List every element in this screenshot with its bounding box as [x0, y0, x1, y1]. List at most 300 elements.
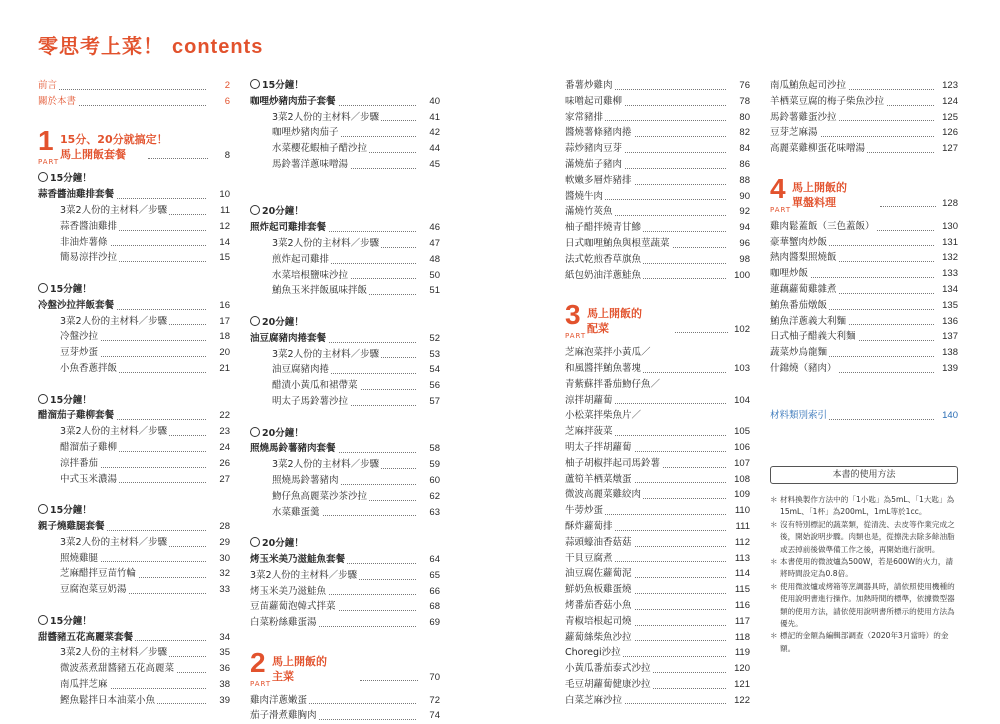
page-number: 40 [427, 94, 440, 110]
page-number: 45 [427, 157, 440, 173]
entry-title: 滿燒竹莢魚 [565, 206, 613, 218]
toc-entry[interactable] [38, 677, 230, 693]
entry-title: 照炸起司雞排套餐 [250, 222, 327, 234]
toc-entry[interactable] [250, 708, 440, 724]
toc-entry[interactable] [565, 377, 750, 393]
toc-entry[interactable] [38, 630, 230, 646]
toc-column-1 [38, 78, 230, 708]
entry-title: 簡易涼拌沙拉 [38, 252, 119, 263]
toc-entry[interactable] [565, 519, 750, 535]
entry-title: 法式乾煎香草旗魚 [565, 253, 642, 265]
part-label: PART [770, 205, 792, 214]
toc-entry[interactable] [250, 94, 440, 110]
page-number: 139 [940, 361, 958, 377]
entry-title: 青紫蘇拌番茄魩仔魚／ [565, 378, 661, 390]
page-number: 102 [734, 324, 750, 336]
page-number: 100 [732, 268, 750, 284]
entry-title: 烤玉米美乃滋鮭魚 [250, 585, 327, 597]
dot-leader [675, 332, 728, 333]
toc-entry[interactable] [250, 268, 440, 284]
timer-heading [38, 393, 230, 409]
toc-entry[interactable] [565, 220, 750, 236]
page-number: 82 [737, 125, 750, 141]
page-number: 60 [427, 473, 440, 489]
toc-entry[interactable] [770, 361, 958, 377]
entry-title: 醋溜茄子雞柳套餐 [38, 410, 115, 422]
entry-title: 明太子拌胡蘿蔔 [565, 441, 632, 453]
toc-entry[interactable] [38, 693, 230, 709]
timer-heading [38, 282, 230, 298]
entry-title: 非油炸薯條 [38, 237, 110, 248]
part-number: 3 [565, 299, 581, 331]
toc-entry[interactable] [565, 236, 750, 252]
toc-entry[interactable] [770, 314, 958, 330]
toc-entry[interactable] [250, 599, 440, 615]
page-number: 113 [733, 551, 750, 567]
toc-entry[interactable] [565, 345, 750, 361]
toc-column-4 [770, 78, 958, 424]
page-number: 33 [217, 582, 230, 598]
page-number: 68 [427, 599, 440, 615]
page-number: 128 [942, 197, 958, 209]
page-number: 98 [737, 252, 750, 268]
page-number: 39 [217, 693, 230, 709]
entry-title: 3菜2人份的主材料／步驟 [38, 647, 169, 658]
dot-leader [38, 89, 206, 90]
page-number: 124 [940, 94, 958, 110]
entry-title: 白菜粉絲雞蛋湯 [250, 617, 317, 629]
toc-entry[interactable] [565, 252, 750, 268]
toc-entry[interactable] [38, 345, 230, 361]
entry-title: 煎炸起司雞排 [250, 254, 331, 265]
page-number: 133 [940, 266, 958, 282]
page-number: 12 [217, 219, 230, 235]
spacer [565, 283, 750, 299]
entry-title: 3菜2人份的主材料／步驟 [250, 112, 381, 123]
toc-entry[interactable] [38, 456, 230, 472]
toc-entry[interactable] [770, 78, 958, 94]
page-number: 90 [737, 189, 750, 205]
entry-title: 3菜2人份的主材料／步驟 [38, 537, 169, 548]
toc-entry[interactable] [770, 266, 958, 282]
toc-entry[interactable] [38, 472, 230, 488]
page-number: 62 [427, 489, 440, 505]
page-number: 136 [940, 314, 958, 330]
entry-title: 羊栖菜豆腐的梅子柴魚沙拉 [770, 95, 885, 107]
entry-title: 日式咖哩鮪魚與根莖蔬菜 [565, 237, 670, 249]
part-title-line2: 配菜 [587, 322, 609, 336]
toc-entry[interactable] [565, 189, 750, 205]
toc-entry[interactable] [565, 551, 750, 567]
usage-note: ＊ 沒有特別標記的蔬菜類，從清洗、去皮等作業完成之後，開始說明步驟。肉類也是，從擦洗去除多餘油脂或丟掉前後做準備工作之後，再開始進行說明。 [770, 519, 955, 554]
toc-entry[interactable] [38, 645, 230, 661]
entry-title: 15分鐘！ [38, 505, 94, 516]
toc-entry[interactable] [250, 489, 440, 505]
toc-entry[interactable] [250, 473, 440, 489]
toc-entry[interactable] [770, 94, 958, 110]
usage-box-title: 本書的使用方法 [770, 466, 958, 484]
toc-entry[interactable] [565, 677, 750, 693]
entry-title: 豆苗蘿蔔泡韓式拌菜 [250, 601, 336, 613]
toc-entry[interactable] [38, 424, 230, 440]
timer-heading [38, 614, 230, 630]
toc-entry[interactable] [565, 408, 750, 424]
page-number: 118 [733, 630, 750, 646]
page-number: 56 [427, 378, 440, 394]
usage-notes [770, 494, 960, 655]
toc-entry[interactable] [250, 552, 440, 568]
entry-title: 咖哩炒豬肉茄子套餐 [250, 95, 336, 107]
entry-title: 蔬菜炒烏龍麵 [770, 347, 828, 359]
dot-leader [880, 206, 936, 207]
toc-entry[interactable] [565, 94, 750, 110]
clock-icon [38, 615, 48, 625]
part-heading[interactable] [250, 647, 440, 693]
toc-entry[interactable] [565, 535, 750, 551]
toc-entry[interactable] [38, 250, 230, 266]
page-number: 17 [217, 314, 230, 330]
title-cn: 零思考上菜！ [38, 34, 164, 58]
page-number: 22 [217, 408, 230, 424]
spacer [250, 520, 440, 536]
entry-title: 關於本書 [38, 95, 77, 107]
toc-entry[interactable] [565, 173, 750, 189]
toc-entry[interactable] [565, 361, 750, 377]
toc-entry[interactable] [250, 362, 440, 378]
toc-entry[interactable] [565, 268, 750, 284]
entry-title: 照燒馬鈴薯豬肉套餐 [250, 443, 336, 455]
toc-entry[interactable] [38, 551, 230, 567]
toc-entry[interactable] [565, 614, 750, 630]
toc-entry[interactable] [770, 408, 958, 424]
entry-title: 20分鐘！ [250, 206, 306, 217]
entry-title: 20分鐘！ [250, 538, 306, 549]
page-number: 112 [733, 535, 750, 551]
toc-entry[interactable] [250, 394, 440, 410]
page-number: 119 [733, 645, 750, 661]
toc-entry[interactable] [38, 519, 230, 535]
toc-entry[interactable] [565, 582, 750, 598]
toc-entry[interactable] [250, 693, 440, 709]
toc-entry[interactable] [38, 219, 230, 235]
timer-heading [250, 315, 440, 331]
toc-entry[interactable] [565, 125, 750, 141]
toc-entry[interactable] [770, 110, 958, 126]
usage-note: ＊ 本書使用的微波爐為500W，若是600W的火力，請將時間設定為0.8倍。 [770, 557, 954, 579]
toc-entry[interactable] [38, 566, 230, 582]
toc-entry[interactable] [565, 393, 750, 409]
page-number: 14 [217, 235, 230, 251]
entry-title: 中式玉米濃湯 [38, 474, 119, 485]
clock-icon [38, 172, 48, 182]
entry-title: 蘆筍羊栖菜燉蛋 [565, 473, 632, 485]
toc-entry[interactable] [565, 503, 750, 519]
page-number: 84 [737, 141, 750, 157]
toc-entry[interactable] [770, 298, 958, 314]
entry-title: 涼拌胡蘿蔔 [565, 394, 613, 406]
page-number: 28 [217, 519, 230, 535]
toc-entry[interactable] [565, 472, 750, 488]
entry-title: 牛蒡炒蛋 [565, 505, 604, 517]
toc-entry[interactable] [250, 615, 440, 631]
entry-title: 照燒馬鈴薯豬肉 [250, 475, 341, 486]
toc-entry[interactable] [770, 329, 958, 345]
toc-entry[interactable] [565, 110, 750, 126]
page-number: 140 [940, 408, 958, 424]
page-number: 65 [427, 568, 440, 584]
toc-entry[interactable] [38, 298, 230, 314]
toc-entry[interactable] [565, 157, 750, 173]
entry-title: 3菜2人份的主材料／步驟 [38, 205, 169, 216]
toc-entry[interactable] [565, 487, 750, 503]
spacer [38, 598, 230, 614]
toc-entry[interactable] [38, 187, 230, 203]
entry-title: 馬鈴薯洋蔥味噌湯 [250, 159, 350, 170]
toc-entry[interactable] [250, 441, 440, 457]
toc-entry[interactable] [770, 250, 958, 266]
toc-entry[interactable] [250, 125, 440, 141]
toc-entry[interactable] [565, 630, 750, 646]
part-number: 2 [250, 646, 266, 678]
toc-entry[interactable] [250, 378, 440, 394]
page-number: 54 [427, 362, 440, 378]
toc-entry[interactable] [770, 141, 958, 157]
entry-title: 油豆腐佐蘿蔔泥 [565, 568, 632, 580]
page-number: 92 [737, 204, 750, 220]
toc-entry[interactable] [38, 203, 230, 219]
entry-title: 3菜2人份的主材料／步驟 [250, 349, 381, 360]
clock-icon [250, 316, 260, 326]
entry-title: 15分鐘！ [250, 80, 306, 91]
page-number: 6 [223, 94, 230, 110]
entry-title: 蒜香醬油雞排 [38, 221, 119, 232]
page-number: 11 [218, 203, 230, 219]
part-title-line1: 馬上開飯的 [792, 180, 847, 194]
spacer [38, 487, 230, 503]
toc-entry[interactable] [565, 204, 750, 220]
toc-entry[interactable] [565, 78, 750, 94]
page-number: 30 [217, 551, 230, 567]
page-number: 108 [732, 472, 750, 488]
page-number: 50 [427, 268, 440, 284]
toc-entry[interactable] [565, 661, 750, 677]
entry-title: 蓮藕蘿蔔雞雜煮 [770, 283, 837, 295]
page-number: 126 [940, 125, 958, 141]
entry-title: 3菜2人份的主材料／步驟 [38, 426, 169, 437]
page-number: 120 [732, 661, 750, 677]
entry-title: 白菜芝麻沙拉 [565, 694, 623, 706]
timer-heading [250, 426, 440, 442]
entry-title: 微波高麗菜雞絞肉 [565, 489, 642, 501]
toc-entry[interactable] [565, 693, 750, 709]
toc-entry[interactable] [250, 457, 440, 473]
page-number: 130 [940, 219, 958, 235]
toc-entry[interactable] [250, 584, 440, 600]
page-number: 88 [737, 173, 750, 189]
page-number: 18 [217, 329, 230, 345]
toc-entry[interactable] [38, 535, 230, 551]
entry-title: 3菜2人份的主材料／步驟 [38, 316, 169, 327]
page-number: 107 [732, 456, 750, 472]
clock-icon [250, 537, 260, 547]
page-number: 47 [427, 236, 440, 252]
timer-heading [38, 503, 230, 519]
toc-entry[interactable] [38, 408, 230, 424]
toc-entry[interactable] [565, 456, 750, 472]
toc-entry[interactable] [770, 125, 958, 141]
entry-title: 15分鐘！ [38, 173, 94, 184]
part-title-line1: 15分、20分就搞定！ [60, 133, 168, 147]
page-number: 35 [217, 645, 230, 661]
part-number: 4 [770, 172, 786, 204]
page-number: 42 [427, 125, 440, 141]
toc-entry[interactable] [250, 331, 440, 347]
timer-heading [250, 204, 440, 220]
toc-entry[interactable] [565, 566, 750, 582]
spacer [250, 631, 440, 647]
part-title-line1: 馬上開飯的 [272, 654, 327, 668]
entry-title: 魩仔魚高麗菜沙茶沙拉 [250, 491, 369, 502]
toc-entry[interactable] [38, 314, 230, 330]
page-number: 117 [733, 614, 750, 630]
page-title [38, 30, 263, 59]
entry-title: 蒜頭蠔油香菇菇 [565, 536, 632, 548]
toc-entry[interactable] [38, 78, 230, 94]
part-label: PART [250, 679, 272, 688]
toc-entry[interactable] [38, 94, 230, 110]
page-number: 138 [940, 345, 958, 361]
entry-title: 3菜2人份的主材料／步驟 [250, 459, 381, 470]
usage-note: ＊ 標記的金額為編輯部調查（2020年3月當時）的金額。 [770, 631, 949, 653]
entry-title: 鮪魚番茄燉飯 [770, 299, 828, 311]
entry-title: 咖哩炒飯 [770, 268, 809, 280]
page-number: 111 [734, 519, 750, 535]
entry-title: 蘿蔔絲柴魚沙拉 [565, 631, 632, 643]
toc-entry[interactable] [38, 661, 230, 677]
toc-entry[interactable] [770, 235, 958, 251]
toc-entry[interactable] [565, 141, 750, 157]
toc-entry[interactable] [38, 361, 230, 377]
toc-entry[interactable] [770, 219, 958, 235]
page-number: 80 [737, 110, 750, 126]
part-heading[interactable] [565, 299, 750, 345]
toc-entry[interactable] [38, 440, 230, 456]
entry-title: 烤番茄香菇小魚 [565, 599, 632, 611]
page-number: 104 [732, 393, 750, 409]
entry-title: 柚子胡椒拌起司馬鈴薯 [565, 457, 661, 469]
toc-entry[interactable] [38, 235, 230, 251]
page-number: 110 [733, 503, 750, 519]
toc-entry[interactable] [770, 282, 958, 298]
toc-entry[interactable] [250, 236, 440, 252]
entry-title: 毛豆胡蘿蔔健康沙拉 [565, 678, 651, 690]
entry-title: 南瓜拌芝麻 [38, 679, 110, 690]
toc-entry[interactable] [250, 157, 440, 173]
page-number: 53 [427, 347, 440, 363]
clock-icon [38, 283, 48, 293]
toc-entry[interactable] [250, 110, 440, 126]
page-number: 44 [427, 141, 440, 157]
timer-heading [250, 536, 440, 552]
part-label: PART [38, 158, 60, 167]
page-number: 131 [940, 235, 958, 251]
part-heading[interactable] [770, 173, 958, 219]
page-number: 78 [737, 94, 750, 110]
entry-title: 3菜2人份的主材料／步驟 [250, 238, 381, 249]
entry-title: 青椒培根起司燒 [565, 615, 632, 627]
spacer [250, 173, 440, 189]
entry-title: 油豆腐豬肉捲 [250, 364, 331, 375]
toc-entry[interactable] [565, 440, 750, 456]
entry-title: 熱肉醬梨照燒飯 [770, 252, 837, 264]
part-number: 1 [38, 125, 54, 157]
part-heading[interactable] [38, 125, 230, 171]
page-number: 21 [217, 361, 230, 377]
page-number: 59 [427, 457, 440, 473]
toc-entry[interactable] [250, 252, 440, 268]
page-number: 29 [217, 535, 230, 551]
entry-title: 醋漬小黃瓜和裙帶菜 [250, 380, 360, 391]
spacer [770, 377, 958, 393]
page-number: 96 [737, 236, 750, 252]
entry-title: 雞肉鬆蓋飯（三色蓋飯） [770, 220, 875, 232]
entry-title: 小魚香蔥拌飯 [38, 363, 119, 374]
page-number: 20 [217, 345, 230, 361]
clock-icon [250, 79, 260, 89]
toc-entry[interactable] [250, 283, 440, 299]
toc-entry[interactable] [565, 598, 750, 614]
clock-icon [250, 427, 260, 437]
toc-entry[interactable] [38, 329, 230, 345]
toc-entry[interactable] [250, 568, 440, 584]
page-number: 63 [427, 505, 440, 521]
page-number: 116 [733, 598, 750, 614]
entry-title: 酥炸蘿蔔排 [565, 520, 613, 532]
spacer [38, 377, 230, 393]
clock-icon [38, 394, 48, 404]
toc-column-3 [565, 78, 750, 708]
entry-title: 水菜櫻花蝦柚子醋沙拉 [250, 143, 369, 154]
dot-leader [360, 680, 418, 681]
toc-column-2 [250, 78, 440, 724]
page-number: 58 [427, 441, 440, 457]
toc-entry[interactable] [38, 582, 230, 598]
toc-entry[interactable] [565, 424, 750, 440]
entry-title: 和風醬拌鮪魚薯塊 [565, 362, 642, 374]
part-title-line2: 馬上開飯套餐 [60, 148, 126, 162]
entry-title: 20分鐘！ [250, 428, 306, 439]
toc-entry[interactable] [250, 347, 440, 363]
entry-title: 水菜培根鹽味沙拉 [250, 270, 350, 281]
page-number: 127 [940, 141, 958, 157]
part-title-line2: 主菜 [272, 669, 294, 683]
spacer [770, 393, 958, 409]
toc-entry[interactable] [250, 141, 440, 157]
toc-entry[interactable] [250, 220, 440, 236]
entry-title: 烤玉米美乃滋鮭魚套餐 [250, 553, 346, 565]
page-number: 123 [940, 78, 958, 94]
entry-title: 干貝豆腐煮 [565, 552, 613, 564]
clock-icon [250, 205, 260, 215]
entry-title: 涼拌番茄 [38, 458, 100, 469]
entry-title: 冷盤沙拉拌飯套餐 [38, 299, 115, 311]
entry-title: 冷盤沙拉 [38, 331, 100, 342]
toc-entry[interactable] [250, 505, 440, 521]
toc-entry[interactable] [770, 345, 958, 361]
toc-entry[interactable] [565, 645, 750, 661]
page-number: 26 [217, 456, 230, 472]
page-number: 41 [427, 110, 440, 126]
